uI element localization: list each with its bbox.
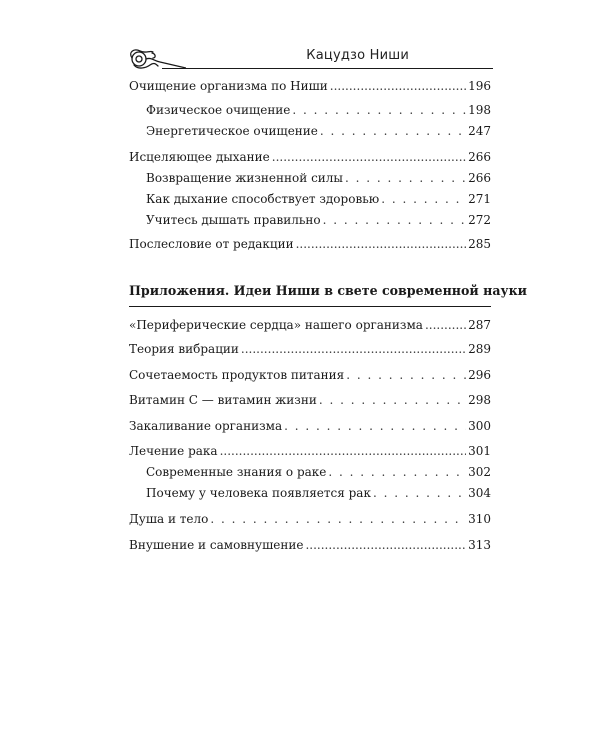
- toc-entry-page: 310: [468, 512, 491, 526]
- toc-entry-page: 298: [468, 393, 491, 407]
- toc-entry: [129, 419, 491, 437]
- appendix-heading: Приложения. Идеи Ниши в свете современной науки: [129, 283, 528, 298]
- toc-entry: [129, 444, 491, 462]
- toc-entry-title: Очищение организма по Ниши: [129, 79, 328, 93]
- toc-entry: [129, 237, 491, 255]
- toc-entry-title: Внушение и самовнушение: [129, 538, 304, 552]
- toc-entry: [129, 512, 491, 530]
- dot-leader: [373, 486, 466, 500]
- toc-entry-title: Душа и тело: [129, 512, 209, 526]
- toc-entry-page: 287: [468, 318, 491, 332]
- toc-entry: [129, 538, 491, 556]
- toc-entry: [129, 79, 491, 97]
- toc-entry-title: Физическое очищение: [146, 103, 291, 117]
- header-rule: [162, 68, 493, 69]
- dot-leader: [272, 150, 466, 164]
- toc-entry: [129, 318, 491, 336]
- toc-entry-page: 198: [468, 103, 491, 117]
- toc-subentry: [146, 192, 491, 210]
- toc-entry-page: 302: [468, 465, 491, 479]
- dot-leader: [346, 368, 466, 382]
- toc-entry-title: Возвращение жизненной силы: [146, 171, 343, 185]
- toc-entry: [129, 342, 491, 360]
- toc-entry-title: Закаливание организма: [129, 419, 283, 433]
- toc-entry-page: 266: [468, 150, 491, 164]
- toc-subentry: [146, 124, 491, 142]
- running-header: [126, 44, 493, 74]
- dot-leader: [305, 538, 466, 552]
- dot-leader: [320, 124, 466, 138]
- toc-entry-title: Сочетаемость продуктов питания: [129, 368, 345, 382]
- dot-leader: [345, 171, 466, 185]
- toc-subentry: [146, 213, 491, 231]
- dot-leader: [330, 79, 466, 93]
- toc-subentry: [146, 171, 491, 189]
- dot-leader: [241, 342, 466, 356]
- dot-leader: [425, 318, 466, 332]
- dot-leader: [296, 237, 467, 251]
- dot-leader: [381, 192, 466, 206]
- toc-entry-page: 266: [468, 171, 491, 185]
- toc-entry-title: Как дыхание способствует здоровью: [146, 192, 380, 206]
- dot-leader: [284, 419, 466, 433]
- appendix-rule: [129, 306, 491, 307]
- toc-entry-page: 285: [468, 237, 491, 251]
- toc-entry: [129, 368, 491, 386]
- toc-entry-page: 304: [468, 486, 491, 500]
- dot-leader: [328, 465, 466, 479]
- toc-subentry: [146, 103, 491, 121]
- dot-leader: [210, 512, 466, 526]
- scroll-ornament-icon: [126, 44, 186, 74]
- toc-entry: [129, 393, 491, 411]
- toc-entry-title: «Периферические сердца» нашего организма: [129, 318, 423, 332]
- toc-entry-title: Теория вибрации: [129, 342, 239, 356]
- toc-entry-page: 296: [468, 368, 491, 382]
- dot-leader: [319, 393, 466, 407]
- toc-entry-page: 271: [468, 192, 491, 206]
- toc-entry-title: Лечение рака: [129, 444, 218, 458]
- header-title: Кацудзо Ниши: [306, 48, 409, 63]
- toc-entry-title: Учитесь дышать правильно: [146, 213, 321, 227]
- toc-entry-page: 301: [468, 444, 491, 458]
- toc-entry-title: Энергетическое очищение: [146, 124, 318, 138]
- toc-entry-title: Витамин С — витамин жизни: [129, 393, 317, 407]
- toc-entry: [129, 150, 491, 168]
- toc-entry-title: Послесловие от редакции: [129, 237, 294, 251]
- toc-entry-page: 247: [468, 124, 491, 138]
- toc-entry-page: 289: [468, 342, 491, 356]
- toc-entry-page: 300: [468, 419, 491, 433]
- toc-entry-title: Почему у человека появляется рак: [146, 486, 371, 500]
- toc-entry-title: Исцеляющее дыхание: [129, 150, 270, 164]
- toc-subentry: [146, 465, 491, 483]
- dot-leader: [292, 103, 466, 117]
- toc-subentry: [146, 486, 491, 504]
- toc-entry-page: 313: [468, 538, 491, 552]
- dot-leader: [323, 213, 466, 227]
- toc-entry-page: 196: [468, 79, 491, 93]
- dot-leader: [220, 444, 467, 458]
- toc-entry-page: 272: [468, 213, 491, 227]
- toc-entry-title: Современные знания о раке: [146, 465, 327, 479]
